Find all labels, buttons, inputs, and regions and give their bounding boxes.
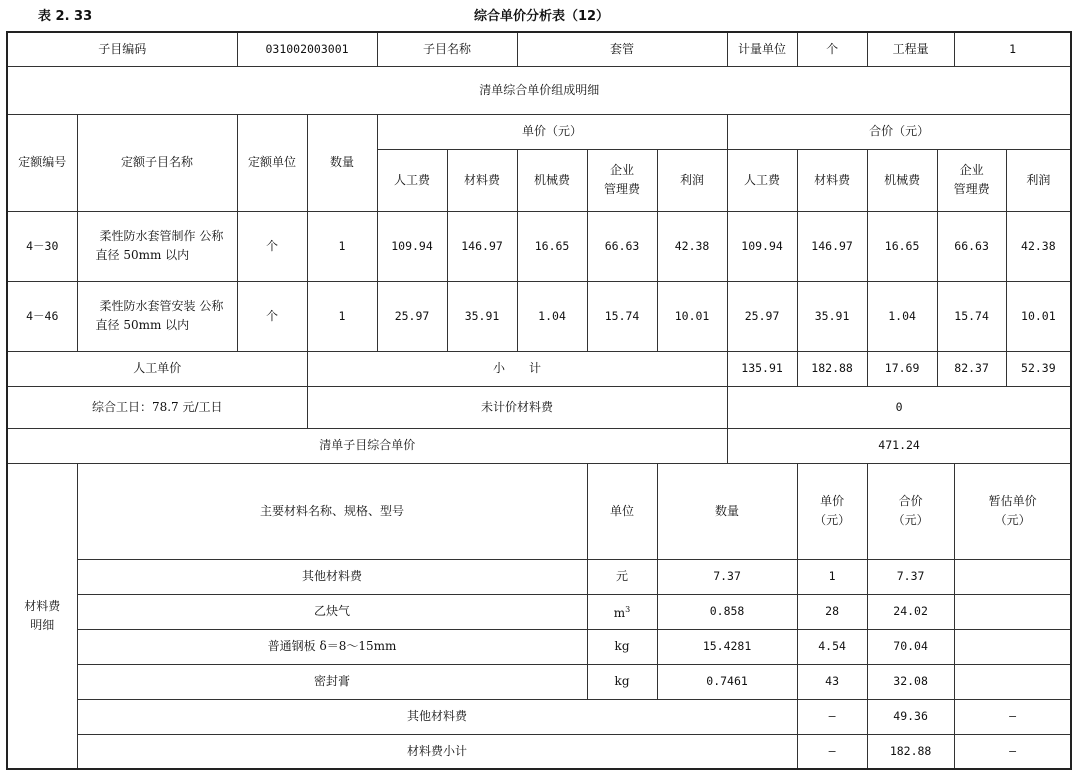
subtotal-row <box>7 351 1071 386</box>
col-unit-price-group: 单价（元） <box>377 114 727 149</box>
mat-est-price <box>954 594 1071 629</box>
tp-material: 35.91 <box>797 281 867 351</box>
tp-labor: 25.97 <box>727 281 797 351</box>
other-est-price: — <box>954 699 1071 734</box>
up-profit: 10.01 <box>657 281 727 351</box>
mat-price: 28 <box>797 594 867 629</box>
mat-col-qty: 数量 <box>657 463 797 559</box>
mat-qty: 7.37 <box>657 559 797 594</box>
col-up-profit: 利润 <box>657 149 727 211</box>
quota-no: 4－30 <box>7 211 77 281</box>
mat-qty: 0.7461 <box>657 664 797 699</box>
tp-profit: 10.01 <box>1006 281 1071 351</box>
up-mgmt: 15.74 <box>587 281 657 351</box>
tp-labor: 109.94 <box>727 211 797 281</box>
tp-material: 146.97 <box>797 211 867 281</box>
up-profit: 42.38 <box>657 211 727 281</box>
col-tp-mgmt: 企业 管理费 <box>937 149 1006 211</box>
table-row <box>7 629 1071 664</box>
mat-name: 乙炔气 <box>77 594 587 629</box>
mat-unit: 元 <box>587 559 657 594</box>
composite-row <box>7 428 1071 463</box>
mat-est-price <box>954 559 1071 594</box>
col-tp-machine: 机械费 <box>867 149 937 211</box>
mat-name: 密封膏 <box>77 664 587 699</box>
quota-unit: 个 <box>237 281 307 351</box>
col-quota-no: 定额编号 <box>7 114 77 211</box>
unpriced-value: 0 <box>727 386 1071 428</box>
subtotal-material: 182.88 <box>797 351 867 386</box>
subtotal-label: 小 计 <box>307 351 727 386</box>
col-up-material: 材料费 <box>447 149 517 211</box>
quota-qty: 1 <box>307 281 377 351</box>
col-up-labor: 人工费 <box>377 149 447 211</box>
up-labor: 25.97 <box>377 281 447 351</box>
table-row <box>7 559 1071 594</box>
quota-no: 4－46 <box>7 281 77 351</box>
subtotal-labor: 135.91 <box>727 351 797 386</box>
workday-rate: 综合工日：78.7 元/工日 <box>7 386 307 428</box>
col-total-price-group: 合价（元） <box>727 114 1071 149</box>
mat-qty: 15.4281 <box>657 629 797 664</box>
table-number: 表 2. 33 <box>38 9 93 24</box>
mat-subtotal-price: — <box>797 734 867 769</box>
table-row <box>7 211 1071 281</box>
unit-value: 个 <box>797 32 867 66</box>
table-row <box>7 594 1071 629</box>
other-price: — <box>797 699 867 734</box>
col-quota-name: 定额子目名称 <box>77 114 237 211</box>
up-mgmt: 66.63 <box>587 211 657 281</box>
up-material: 35.91 <box>447 281 517 351</box>
header-row-1 <box>7 114 1071 149</box>
subtotal-profit: 52.39 <box>1006 351 1071 386</box>
subtotal-machine: 17.69 <box>867 351 937 386</box>
other-total: 49.36 <box>867 699 954 734</box>
qty-value: 1 <box>954 32 1071 66</box>
table-row <box>7 664 1071 699</box>
mat-col-unit: 单位 <box>587 463 657 559</box>
mat-total: 7.37 <box>867 559 954 594</box>
col-qty: 数量 <box>307 114 377 211</box>
quota-unit: 个 <box>237 211 307 281</box>
up-machine: 16.65 <box>517 211 587 281</box>
up-machine: 1.04 <box>517 281 587 351</box>
col-tp-labor: 人工费 <box>727 149 797 211</box>
mat-price: 1 <box>797 559 867 594</box>
name-value: 套管 <box>517 32 727 66</box>
col-tp-material: 材料费 <box>797 149 867 211</box>
quota-qty: 1 <box>307 211 377 281</box>
document-header <box>0 0 1083 30</box>
table-title: 综合单价分析表（12） <box>473 9 610 24</box>
composite-label: 清单子目综合单价 <box>7 428 727 463</box>
mat-name: 普通钢板 δ＝8～15mm <box>77 629 587 664</box>
materials-subtotal-row <box>7 734 1071 769</box>
mat-col-price: 单价 （元） <box>797 463 867 559</box>
tp-mgmt: 15.74 <box>937 281 1006 351</box>
mat-unit: kg <box>587 664 657 699</box>
materials-header-row <box>7 463 1071 559</box>
mat-subtotal-est-price: — <box>954 734 1071 769</box>
unit-label: 计量单位 <box>727 32 797 66</box>
mat-unit: kg <box>587 629 657 664</box>
col-up-machine: 机械费 <box>517 149 587 211</box>
labor-unit-price-label: 人工单价 <box>7 351 307 386</box>
up-material: 146.97 <box>447 211 517 281</box>
qty-label: 工程量 <box>867 32 954 66</box>
materials-subtotal-label: 材料费小计 <box>77 734 797 769</box>
mat-est-price <box>954 664 1071 699</box>
quota-name: 柔性防水套管制作 公称直径 50mm 以内 <box>77 211 237 281</box>
tp-machine: 1.04 <box>867 281 937 351</box>
tp-machine: 16.65 <box>867 211 937 281</box>
other-materials-label: 其他材料费 <box>77 699 797 734</box>
quota-name: 柔性防水套管安装 公称直径 50mm 以内 <box>77 281 237 351</box>
mat-name: 其他材料费 <box>77 559 587 594</box>
unpriced-row <box>7 386 1071 428</box>
col-tp-profit: 利润 <box>1006 149 1071 211</box>
mat-unit: $m^3$ <box>587 594 657 629</box>
mat-col-est-price: 暂估单价 （元） <box>954 463 1071 559</box>
code-value: 031002003001 <box>237 32 377 66</box>
code-label: 子目编码 <box>7 32 237 66</box>
info-row <box>7 32 1071 66</box>
mat-price: 43 <box>797 664 867 699</box>
name-label: 子目名称 <box>377 32 517 66</box>
tp-mgmt: 66.63 <box>937 211 1006 281</box>
other-materials-row <box>7 699 1071 734</box>
section-title-row <box>7 66 1071 114</box>
mat-col-total: 合价 （元） <box>867 463 954 559</box>
col-up-mgmt: 企业 管理费 <box>587 149 657 211</box>
mat-qty: 0.858 <box>657 594 797 629</box>
unit-price-analysis-table <box>6 31 1072 770</box>
tp-profit: 42.38 <box>1006 211 1071 281</box>
unpriced-label: 未计价材料费 <box>307 386 727 428</box>
table-row <box>7 281 1071 351</box>
mat-price: 4.54 <box>797 629 867 664</box>
mat-total: 24.02 <box>867 594 954 629</box>
mat-total: 70.04 <box>867 629 954 664</box>
materials-side-label: 材料费 明细 <box>7 463 77 769</box>
subtotal-mgmt: 82.37 <box>937 351 1006 386</box>
mat-col-name: 主要材料名称、规格、型号 <box>77 463 587 559</box>
mat-est-price <box>954 629 1071 664</box>
section-title: 清单综合单价组成明细 <box>7 66 1071 114</box>
mat-total: 32.08 <box>867 664 954 699</box>
mat-subtotal-total: 182.88 <box>867 734 954 769</box>
col-quota-unit: 定额单位 <box>237 114 307 211</box>
up-labor: 109.94 <box>377 211 447 281</box>
composite-value: 471.24 <box>727 428 1071 463</box>
analysis-table-wrapper <box>6 31 1070 770</box>
